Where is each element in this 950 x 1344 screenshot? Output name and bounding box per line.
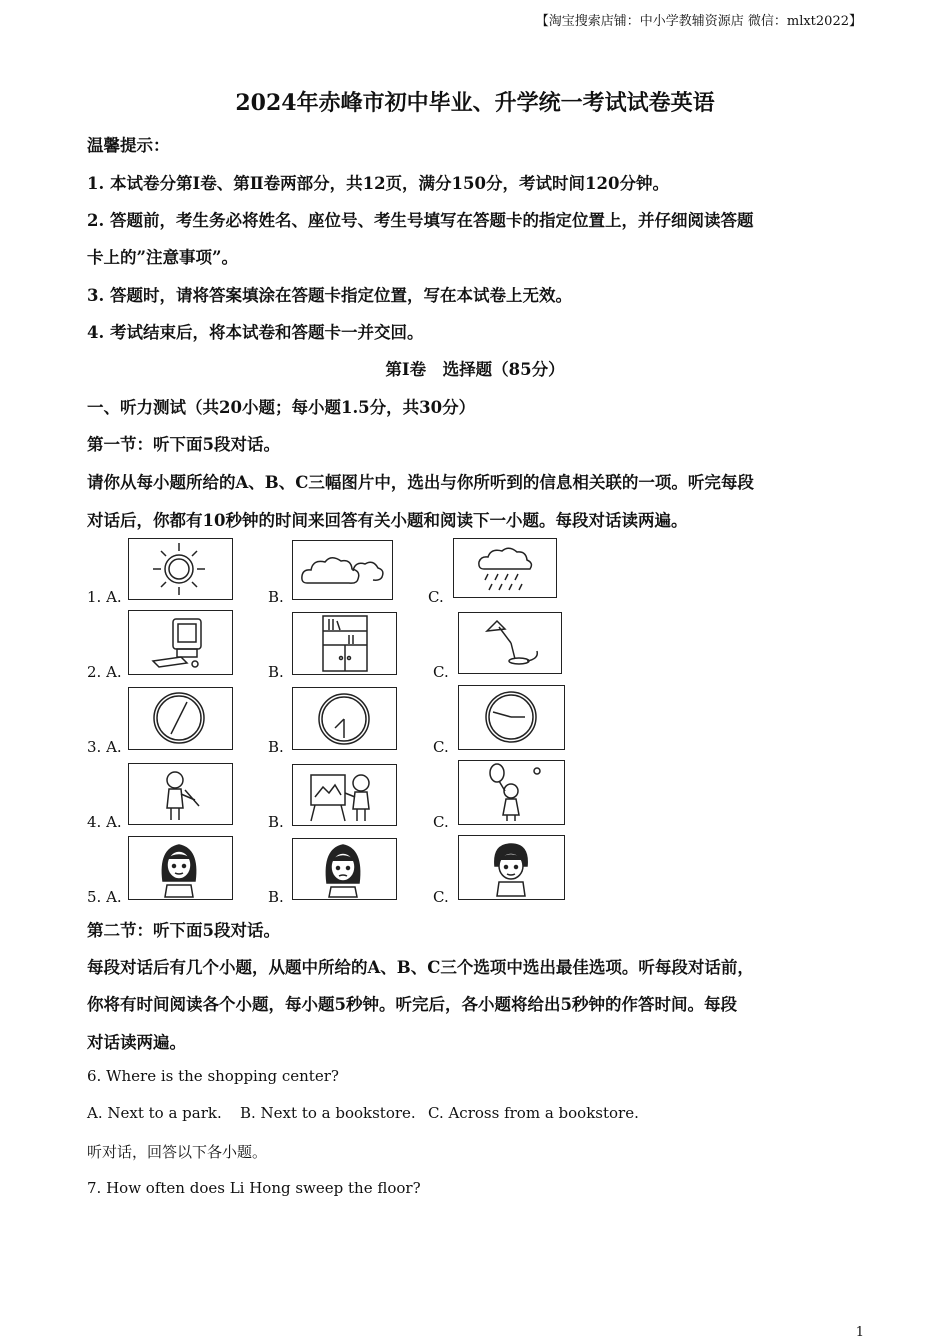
q1-b-label: B. [268,588,284,606]
tip-2: 2. 答题前，考生务必将姓名、座位号、考生号填写在答题卡的指定位置上，并仔细阅读答题 [87,211,754,230]
q7-question: 7. How often does Li Hong sweep the floor? [87,1179,421,1197]
tip-3: 3. 答题时，请将答案填涂在答题卡指定位置，写在本试卷上无效。 [87,286,572,305]
short-hair-girl-icon[interactable] [458,835,565,900]
desk-lamp-icon[interactable] [458,612,562,674]
q1-a-label: 1. A. [87,588,122,606]
q6-option-b[interactable]: B. Next to a bookstore. [240,1104,416,1122]
q4-c-label: C. [433,813,449,831]
computer-icon[interactable] [128,610,233,675]
q5-a-label: 5. A. [87,888,122,906]
q1-c-label: C. [428,588,444,606]
q3-a-label: 3. A. [87,738,122,756]
bookcase-icon[interactable] [292,612,397,675]
q3-c-label: C. [433,738,449,756]
page-number: 1 [855,1325,864,1340]
volume-title: 第Ⅰ卷 选择题（85分） [385,360,565,379]
q4-a-label: 4. A. [87,813,122,831]
rain-icon[interactable] [453,538,557,598]
q2-b-label: B. [268,663,284,681]
clock-icon[interactable] [128,687,233,750]
tip-1: 1. 本试卷分第Ⅰ卷、第Ⅱ卷两部分，共12页，满分150分，考试时间120分钟。 [87,174,669,193]
clock-icon[interactable] [292,687,397,750]
long-hair-girl-icon[interactable] [128,836,233,900]
q2-c-label: C. [433,663,449,681]
section2-instruction-3: 对话读两遍。 [87,1033,186,1052]
tips-heading: 温馨提示： [87,136,170,155]
violin-boy-icon[interactable] [128,763,233,825]
section2-title: 第二节：听下面5段对话。 [87,921,280,940]
painting-boy-icon[interactable] [292,764,397,826]
page-title: 2024年赤峰市初中毕业、升学统一考试试卷英语 [235,90,715,116]
q3-b-label: B. [268,738,284,756]
listen-note: 听对话，回答以下各小题。 [87,1143,268,1161]
q6-option-c[interactable]: C. Across from a bookstore. [428,1104,639,1122]
q6-option-a[interactable]: A. Next to a park. [87,1104,222,1122]
sun-icon[interactable] [128,538,233,600]
q2-a-label: 2. A. [87,663,122,681]
cloud-icon[interactable] [292,540,393,600]
tip-4: 4. 考试结束后，将本试卷和答题卡一并交回。 [87,323,424,342]
section1-instruction-2: 对话后，你都有10秒钟的时间来回答有关小题和阅读下一小题。每段对话读两遍。 [87,511,688,530]
q5-c-label: C. [433,888,449,906]
part1-title: 一、听力测试（共20小题；每小题1.5分，共30分） [87,398,476,417]
section1-instruction-1: 请你从每小题所给的A、B、C三幅图片中，选出与你所听到的信息相关联的一项。听完每段 [87,473,754,492]
tip-2-cont: 卡上的”注意事项”。 [87,248,238,267]
q6-question: 6. Where is the shopping center? [87,1067,339,1085]
clock-icon[interactable] [458,685,565,750]
tennis-girl-icon[interactable] [458,760,565,825]
header-note: 【淘宝搜索店铺：中小学教辅资源店 微信：mlxt2022】 [535,14,862,29]
q5-b-label: B. [268,888,284,906]
section1-title: 第一节：听下面5段对话。 [87,435,280,454]
q4-b-label: B. [268,813,284,831]
section2-instruction-2: 你将有时间阅读各个小题，每小题5秒钟。听完后，各小题将给出5秒钟的作答时间。每段 [87,995,737,1014]
long-hair-girl-icon[interactable] [292,838,397,900]
section2-instruction-1: 每段对话后有几个小题，从题中所给的A、B、C三个选项中选出最佳选项。听每段对话前， [87,958,754,977]
